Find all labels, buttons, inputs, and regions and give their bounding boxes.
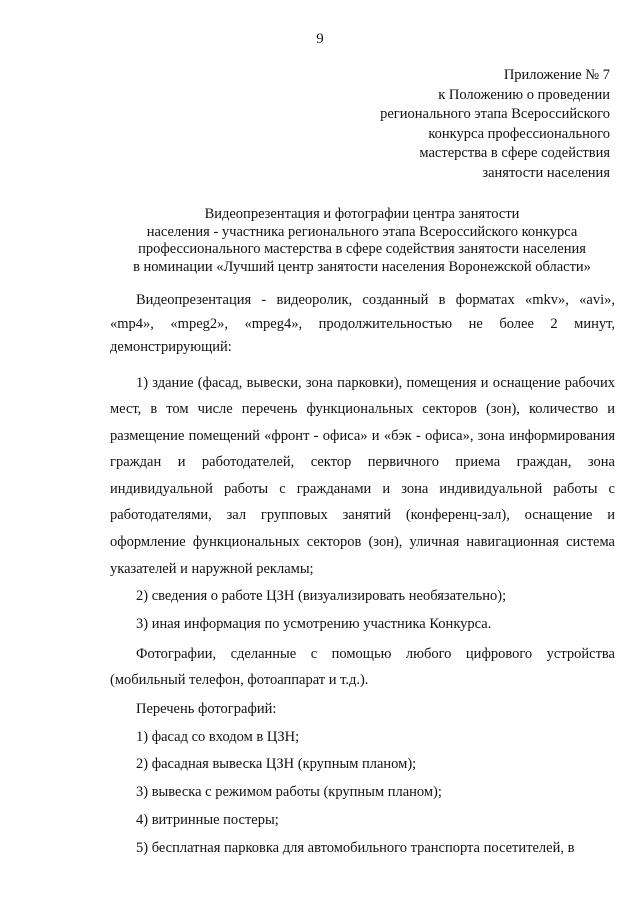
appendix-line: мастерства в сфере содействия xyxy=(419,145,610,162)
title-line: Видеопрезентация и фотографии центра занятости xyxy=(204,206,520,222)
appendix-line: конкурса профессионального xyxy=(428,125,610,142)
appendix-line: к Положению о проведении xyxy=(438,86,610,103)
video-item-3: 3) иная информация по усмотрению участника Конкурса. xyxy=(136,616,492,633)
video-presentation-paragraph: Видеопрезентация - видеоролик, созданный в форматах «mkv», «avi», «mp4», «mpeg2», «mpeg4», продолжительностью не более 2 минут, демонстрирующий: xyxy=(110,292,615,355)
video-item-2: 2) сведения о работе ЦЗН (визуализировать необязательно); xyxy=(136,588,507,605)
photo-item: 4) витринные постеры; xyxy=(136,812,279,829)
photo-item: 5) бесплатная парковка для автомобильного транспорта посетителей, в xyxy=(136,839,575,856)
photo-item: 1) фасад со входом в ЦЗН; xyxy=(136,728,300,745)
video-item-1: 1) здание (фасад, вывески, зона парковки), помещения и оснащение рабочих мест, в том числе перечень функциональных секторов (зон), количество и размещение помещений «фронт - офиса» и «бэк - офиса», зона информирования граждан и работодателей, сектор первичного приема граждан, зона индивидуальной работы с гражданами и зона индивидуальной работы с работодателями, зал групповых занятий (конференц-зал), оснащение и оформление функциональных секторов (зон), уличная навигационная система указателей и наружной рекламы; xyxy=(110,374,615,577)
appendix-header xyxy=(280,66,610,184)
title-line: населения - участника регионального этапа Всероссийского конкурса xyxy=(146,223,578,240)
photo-list-heading: Перечень фотографий: xyxy=(136,700,277,717)
photo-item: 2) фасадная вывеска ЦЗН (крупным планом); xyxy=(136,756,417,773)
document-title xyxy=(112,206,612,277)
appendix-line: занятости населения xyxy=(482,164,610,181)
appendix-line: Приложение № 7 xyxy=(503,67,610,83)
photo-item: 3) вывеска с режимом работы (крупным планом); xyxy=(136,784,442,801)
document-body xyxy=(110,289,615,863)
page-number: 9 xyxy=(316,31,324,47)
title-line: в номинации «Лучший центр занятости населения Воронежской области» xyxy=(133,259,591,276)
title-line: профессионального мастерства в сфере содействия занятости населения xyxy=(138,241,586,258)
photos-paragraph: Фотографии, сделанные с помощью любого цифрового устройства (мобильный телефон, фотоаппарат и т.д.). xyxy=(110,645,615,688)
appendix-line: регионального этапа Всероссийского xyxy=(380,106,610,123)
